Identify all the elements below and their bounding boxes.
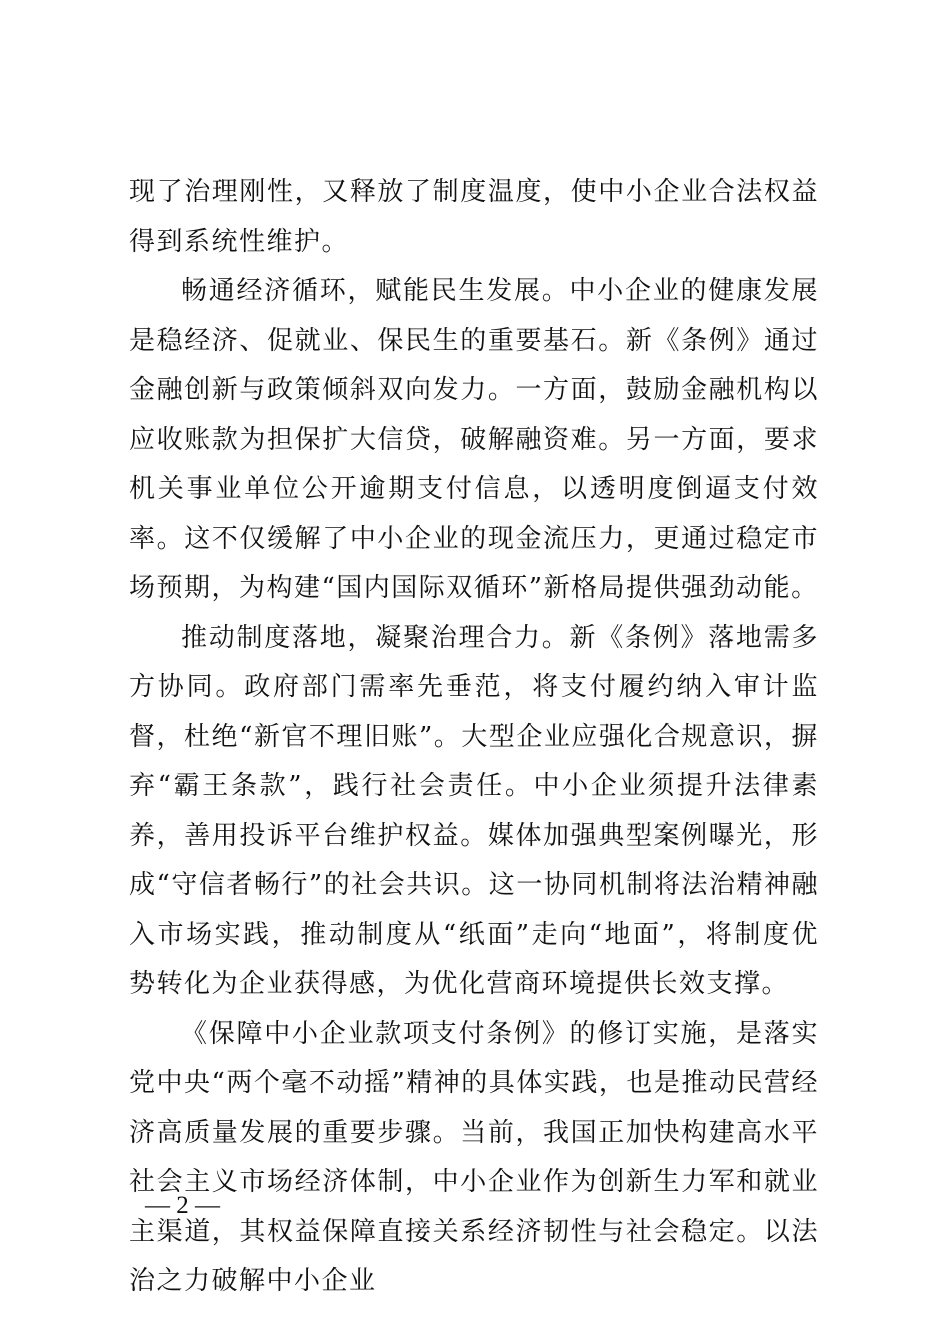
paragraph-continuation: 现了治理刚性，又释放了制度温度，使中小企业合法权益得到系统性维护。 [129,177,819,257]
paragraph-institutional-implementation: 推动制度落地，凝聚治理合力。新《条例》落地需多方协同。政府部门需率先垂范，将支付履约纳入审计监督，杜绝“新官不理旧账”。大型企业应强化合规意识，摒弃“霸王条款”，践行社会责任。中小企业须提升法律素养，善用投诉平台维护权益。媒体加强典型案例曝光，形成“守信者畅行”的社会共识。这一协同机制将法治精神融入市场实践，推动制度从“纸面”走向“地面”，将制度优势转化为企业获得感，为优化营商环境提供长效支撑。 [129,622,819,999]
page-number: — 2 — [145,1192,220,1219]
paragraph-regulation-revision: 《保障中小企业款项支付条例》的修订实施，是落实党中央“两个毫不动摇”精神的具体实践，也是推动民营经济高质量发展的重要步骤。当前，我国正加快构建高水平社会主义市场经济体制，中小企业作为创新生力军和就业主渠道，其权益保障直接关系经济韧性与社会稳定。以法治之力破解中小企业 [129,1018,819,1296]
paragraph-economic-circulation: 畅通经济循环，赋能民生发展。中小企业的健康发展是稳经济、促就业、保民生的重要基石。新《条例》通过金融创新与政策倾斜双向发力。一方面，鼓励金融机构以应收账款为担保扩大信贷，破解融资难。另一方面，要求机关事业单位公开逾期支付信息，以透明度倒逼支付效率。这不仅缓解了中小企业的现金流压力，更通过稳定市场预期，为构建“国内国际双循环”新格局提供强劲动能。 [129,276,819,603]
body-text [129,168,819,1307]
